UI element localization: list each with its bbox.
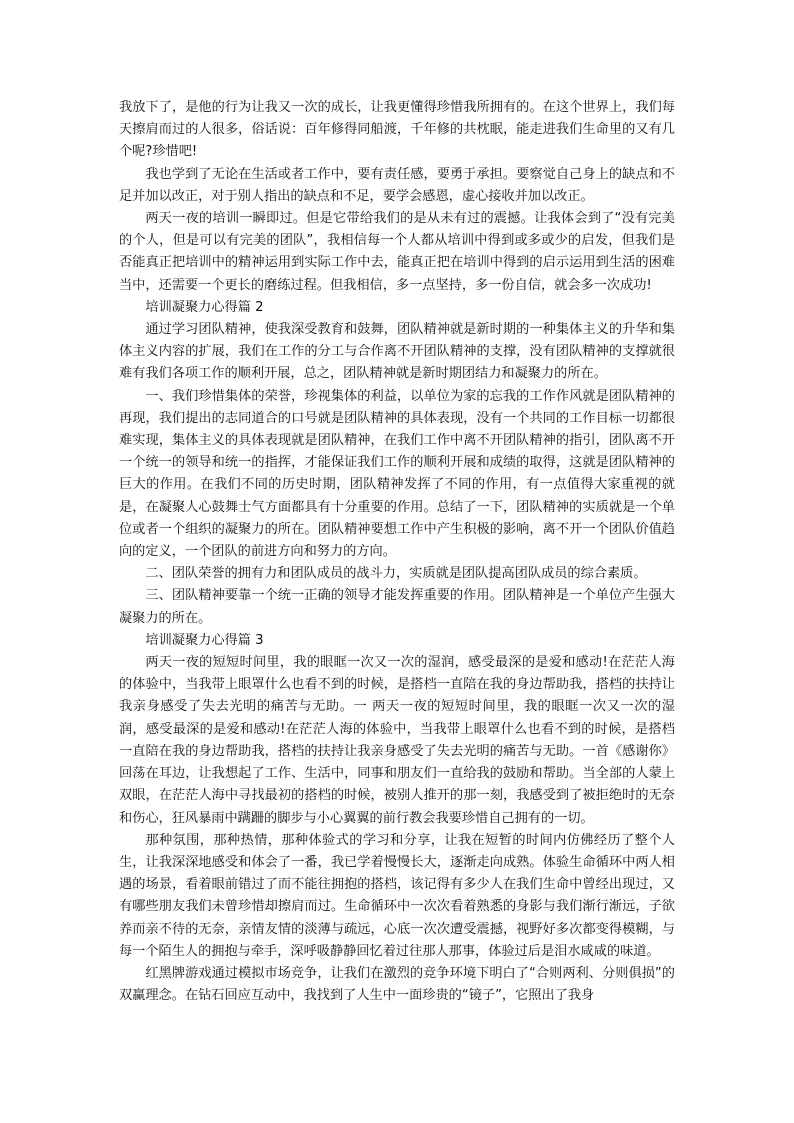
paragraph: 我放下了，是他的行为让我又一次的成长，让我更懂得珍惜我所拥有的。在这个世界上，我们每天擦肩而过的人很多，俗话说：百年修得同船渡，千年修的共枕眠，能走进我们生命里的又有几个呢?珍惜吧! [119,100,675,160]
document-body [119,97,675,1007]
paragraph: 二、团队荣誉的拥有力和团队成员的战斗力，实质就是团队提高团队成员的综合素质。 [145,566,647,582]
paragraph: 两天一夜的培训一瞬即过。但是它带给我们的是从未有过的震撼。让我体会到了“没有完美的个人，但是可以有完美的团队”，我相信每一个人都从培训中得到或多或少的启发，但我们是否能真正把培训中的精神运用到实际工作中去，能真正把在培训中得到的启示运用到生活的困难当中，还需要一个更长的磨练过程。但我相信，多一点坚持，多一份自信，就会多一次成功! [119,211,675,293]
section-heading: 培训凝聚力心得篇 3 [145,632,264,648]
paragraph: 通过学习团队精神，使我深受教育和鼓舞，团队精神就是新时期的一种集体主义的升华和集体主义内容的扩展，我们在工作的分工与合作离不开团队精神的支撑，没有团队精神的支撑就很难有我们各项工作的顺利开展，总之，团队精神就是新时期团结力和凝聚力的所在。 [119,322,675,382]
paragraph: 三、团队精神要靠一个统一正确的领导才能发挥重要的作用。团队精神是一个单位产生强大凝聚力的所在。 [119,588,675,626]
paragraph: 那种氛围，那种热情，那种体验式的学习和分享，让我在短暂的时间内仿佛经历了整个人生，让我深深地感受和体会了一番，我已学着慢慢长大，逐渐走向成熟。体验生命循环中两人相遇的场景，看着眼前错过了而不能往拥抱的搭档，该记得有多少人在我们生命中曾经出现过，又有哪些朋友我们未曾珍惜却擦肩而过。生命循环中一次次看着熟悉的身影与我们渐行渐远，子欲养而亲不待的无奈，亲情友情的淡薄与疏远，心底一次次遭受震撼，视野好多次都变得模糊，与每一个陌生人的拥抱与牵手，深呼吸静静回忆着过往那人那事，体验过后是泪水咸咸的味道。 [119,832,675,959]
paragraph: 一、我们珍惜集体的荣誉，珍视集体的利益，以单位为家的忘我的工作作风就是团队精神的再现，我们提出的志同道合的口号就是团队精神的具体表现，没有一个共同的工作目标一切都很难实现，集体主义的具体表现就是团队精神，在我们工作中离不开团队精神的指引，团队离不开一个统一的领导和统一的指挥，才能保证我们工作的顺利开展和成绩的取得，这就是团队精神的巨大的作用。在我们不同的历史时期，团队精神发挥了不同的作用，有一点值得大家重视的就是，在凝聚人心鼓舞士气方面都具有十分重要的作用。总结了一下，团队精神的实质就是一个单位或者一个组织的凝聚力的所在。团队精神要想工作中产生积极的影响，离不开一个团队价值趋向的定义，一个团队的前进方向和努力的方向。 [119,388,675,560]
section-heading: 培训凝聚力心得篇 2 [145,299,264,315]
paragraph: 两天一夜的短短时间里，我的眼眶一次又一次的湿润，感受最深的是爱和感动!在茫茫人海的体验中，当我带上眼罩什么也看不到的时候，是搭档一直陪在我的身边帮助我，搭档的扶持让我亲身感受了失去光明的痛苦与无助。一 两天一夜的短短时间里，我的眼眶一次又一次的湿润，感受最深的是爱和感动!在茫茫人海的体验中，当我带上眼罩什么也看不到的时候，是搭档一直陪在我的身边帮助我，搭档的扶持让我亲身感受了失去光明的痛苦与无助。一首《感谢你》回荡在耳边，让我想起了工作、生活中，同事和朋友们一直给我的鼓励和帮助。当全部的人蒙上双眼，在茫茫人海中寻找最初的搭档的时候，被别人推开的那一刻，我感受到了被拒绝时的无奈和伤心，狂风暴雨中蹒跚的脚步与小心翼翼的前行教会我要珍惜自己拥有的一切。 [119,655,675,826]
paragraph: 我也学到了无论在生活或者工作中，要有责任感，要勇于承担。要察觉自己身上的缺点和不足并加以改正，对于别人指出的缺点和不足，要学会感恩，虚心接收并加以改正。 [119,166,675,204]
paragraph: 红黑牌游戏通过模拟市场竞争，让我们在激烈的竞争环境下明白了“合则两利、分则俱损”的双赢理念。在钻石回应互动中，我找到了人生中一面珍贵的“镜子”，它照出了我身 [119,965,675,1004]
